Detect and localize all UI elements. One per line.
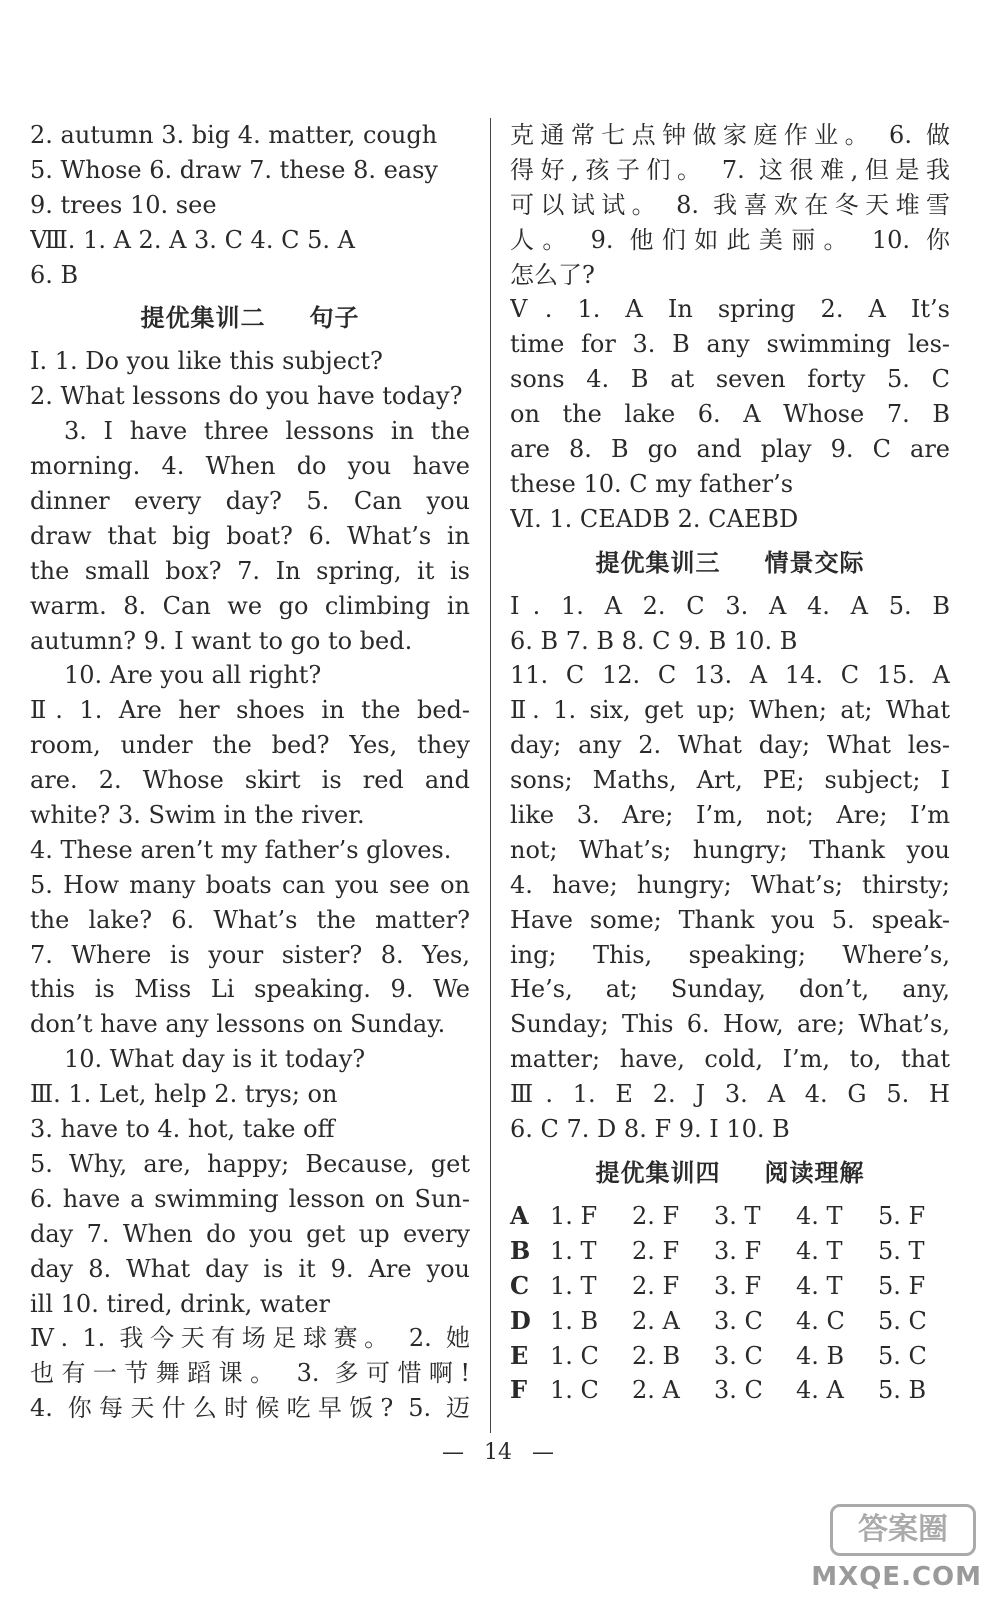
text-line: Ⅰ. 1. Do you like this subject? bbox=[30, 347, 383, 376]
answer: 3. T bbox=[714, 1201, 761, 1230]
answer-row bbox=[510, 1269, 950, 1304]
text-line: dinner every day? 5. Can you bbox=[30, 487, 470, 516]
passage-label: C bbox=[510, 1270, 530, 1300]
text-line: Ⅰ. 1. A 2. C 3. A 4. A 5. B bbox=[510, 591, 950, 620]
text-line: 也有一节舞蹈课。 3. 多可惜啊! bbox=[30, 1359, 470, 1388]
text-line: 11. C 12. C 13. A 14. C 15. A bbox=[510, 661, 950, 690]
text-line: Have some; Thank you 5. speak- bbox=[510, 905, 950, 934]
answer: 1. F bbox=[550, 1201, 598, 1230]
text-line: 2. What lessons do you have today? bbox=[30, 382, 463, 411]
text-line: 6. B bbox=[30, 260, 79, 289]
text-line: day; any 2. What day; What les- bbox=[510, 731, 950, 760]
text-line: 10. Are you all right? bbox=[64, 661, 322, 690]
answer: 3. C bbox=[714, 1376, 763, 1405]
footer-dash: — bbox=[442, 1440, 464, 1465]
answer: 4. T bbox=[796, 1271, 843, 1300]
watermark-text: MXQE.COM bbox=[811, 1562, 982, 1592]
text-line: Ⅷ. 1. A 2. A 3. C 4. C 5. A bbox=[30, 225, 355, 254]
text-line: like 3. Are; I’m, not; Are; I’m bbox=[510, 801, 950, 830]
text-line: 5. Whose 6. draw 7. these 8. easy bbox=[30, 155, 438, 184]
text-line: draw that big boat? 6. What’s in bbox=[30, 521, 470, 550]
answer: 4. B bbox=[796, 1341, 845, 1370]
answer: 1. B bbox=[550, 1306, 599, 1335]
text-line: Ⅳ. 1. 我今天有场足球赛。 2. 她 bbox=[30, 1324, 470, 1353]
text-line: 3. have to 4. hot, take off bbox=[30, 1115, 335, 1144]
answer: 5. T bbox=[878, 1236, 925, 1265]
right-block-2 bbox=[510, 589, 950, 1147]
text-line: 6. C 7. D 8. F 9. I 10. B bbox=[510, 1115, 790, 1144]
text-line: 6. B 7. B 8. C 9. B 10. B bbox=[510, 626, 798, 655]
page-number: 14 bbox=[484, 1440, 512, 1465]
answer: 4. C bbox=[796, 1306, 845, 1335]
text-line: warm. 8. Can we go climbing in bbox=[30, 591, 470, 620]
section-subtitle: 句子 bbox=[309, 304, 360, 333]
text-line: are. 2. Whose skirt is red and bbox=[30, 766, 470, 795]
answer: 2. F bbox=[632, 1201, 680, 1230]
text-line: sons; Maths, Art, PE; subject; I bbox=[510, 766, 950, 795]
text-line: Ⅱ. 1. six, get up; When; at; What bbox=[510, 696, 950, 725]
answer: 4. A bbox=[796, 1376, 844, 1405]
section-subtitle: 阅读理解 bbox=[764, 1158, 865, 1187]
text-line: Ⅴ. 1. A In spring 2. A It’s bbox=[510, 295, 950, 324]
answer: 3. F bbox=[714, 1271, 762, 1300]
answer: 1. C bbox=[550, 1341, 599, 1370]
text-line: matter; have, cold, I’m, to, that bbox=[510, 1045, 950, 1074]
answer-row bbox=[510, 1234, 950, 1269]
text-line: on the lake 6. A Whose 7. B bbox=[510, 400, 950, 429]
text-line: 2. autumn 3. big 4. matter, cough bbox=[30, 121, 438, 149]
passage-label: D bbox=[510, 1305, 531, 1335]
answer: 2. F bbox=[632, 1236, 680, 1265]
answer: 4. T bbox=[796, 1236, 843, 1265]
text-line: 5. How many boats can you see on bbox=[30, 870, 470, 899]
answer: 2. A bbox=[632, 1376, 680, 1405]
section-title: 提优集训四 bbox=[595, 1158, 721, 1187]
text-line: ing; This, speaking; Where’s, bbox=[510, 940, 950, 969]
section-heading-4 bbox=[510, 1147, 950, 1199]
left-column bbox=[30, 118, 470, 1426]
answer: 1. T bbox=[550, 1271, 597, 1300]
text-line: 3. I have three lessons in the bbox=[64, 417, 470, 446]
text-line: are 8. B go and play 9. C are bbox=[510, 435, 950, 464]
left-block-1 bbox=[30, 118, 470, 292]
text-line: 10. What day is it today? bbox=[64, 1045, 366, 1074]
text-line: not; What’s; hungry; Thank you bbox=[510, 835, 950, 864]
answer: 3. F bbox=[714, 1236, 762, 1265]
right-column bbox=[510, 118, 950, 1408]
passage-label: B bbox=[510, 1235, 531, 1265]
answer: 2. B bbox=[632, 1341, 681, 1370]
text-line: 4. 你每天什么时候吃早饭? 5. 迈 bbox=[30, 1394, 470, 1423]
text-line: He’s, at; Sunday, don’t, any, bbox=[510, 975, 950, 1004]
text-line: sons 4. B at seven forty 5. C bbox=[510, 365, 950, 394]
left-block-2 bbox=[30, 344, 470, 1426]
text-line: ill 10. tired, drink, water bbox=[30, 1289, 331, 1318]
answer: 5. C bbox=[878, 1341, 927, 1370]
text-line: Ⅵ. 1. CEADB 2. CAEBD bbox=[510, 504, 799, 533]
answer: 2. A bbox=[632, 1306, 680, 1335]
footer-dash: — bbox=[532, 1440, 554, 1465]
text-line: 7. Where is your sister? 8. Yes, bbox=[30, 940, 470, 969]
answer: 1. T bbox=[550, 1236, 597, 1265]
text-line: 怎么了? bbox=[510, 260, 595, 289]
text-line: Ⅲ. 1. Let, help 2. trys; on bbox=[30, 1080, 338, 1109]
text-line: morning. 4. When do you have bbox=[30, 452, 470, 481]
text-line: 人。 9. 他们如此美丽。 10. 你 bbox=[510, 225, 950, 254]
text-line: 克通常七点钟做家庭作业。 6. 做 bbox=[510, 121, 950, 149]
text-line: the small box? 7. In spring, it is bbox=[30, 556, 470, 585]
answer: 4. T bbox=[796, 1201, 843, 1230]
answer-row bbox=[510, 1304, 950, 1339]
text-line: room, under the bed? Yes, they bbox=[30, 731, 470, 760]
answer: 2. F bbox=[632, 1271, 680, 1300]
text-line: the lake? 6. What’s the matter? bbox=[30, 905, 470, 934]
text-line: 可以试试。 8. 我喜欢在冬天堆雪 bbox=[510, 190, 950, 219]
text-line: 得好,孩子们。 7. 这很难,但是我 bbox=[510, 155, 950, 184]
text-line: 9. trees 10. see bbox=[30, 190, 217, 219]
text-line: 5. Why, are, happy; Because, get bbox=[30, 1149, 470, 1178]
text-line: these 10. C my father’s bbox=[510, 469, 794, 498]
answer: 5. C bbox=[878, 1306, 927, 1335]
section-heading-2 bbox=[30, 292, 470, 344]
section-title: 提优集训三 bbox=[595, 548, 721, 577]
answer: 5. B bbox=[878, 1376, 927, 1405]
text-line: time for 3. B any swimming les- bbox=[510, 330, 950, 359]
page-footer bbox=[0, 1440, 996, 1465]
right-block-1 bbox=[510, 118, 950, 537]
passage-label: F bbox=[510, 1375, 528, 1405]
passage-label: E bbox=[510, 1340, 529, 1370]
answer-row bbox=[510, 1373, 950, 1408]
text-line: 4. These aren’t my father’s gloves. bbox=[30, 835, 452, 864]
text-line: autumn? 9. I want to go to bed. bbox=[30, 626, 413, 655]
section-subtitle: 情景交际 bbox=[764, 548, 865, 577]
text-line: white? 3. Swim in the river. bbox=[30, 801, 365, 830]
text-line: don’t have any lessons on Sunday. bbox=[30, 1010, 446, 1039]
answer: 5. F bbox=[878, 1271, 926, 1300]
watermark-logo: 答案圈 bbox=[830, 1504, 976, 1556]
answer-row bbox=[510, 1339, 950, 1374]
column-divider bbox=[490, 118, 491, 1433]
answer: 3. C bbox=[714, 1341, 763, 1370]
section-heading-3 bbox=[510, 537, 950, 589]
text-line: day 7. When do you get up every bbox=[30, 1219, 470, 1248]
text-line: 4. have; hungry; What’s; thirsty; bbox=[510, 870, 950, 899]
text-line: 6. have a swimming lesson on Sun- bbox=[30, 1184, 470, 1213]
text-line: this is Miss Li speaking. 9. We bbox=[30, 975, 470, 1004]
text-line: Sunday; This 6. How, are; What’s, bbox=[510, 1010, 950, 1039]
answer-row bbox=[510, 1199, 950, 1234]
section-title: 提优集训二 bbox=[140, 304, 266, 333]
passage-label: A bbox=[510, 1200, 529, 1230]
text-line: day 8. What day is it 9. Are you bbox=[30, 1254, 470, 1283]
text-line: Ⅲ. 1. E 2. J 3. A 4. G 5. H bbox=[510, 1080, 950, 1109]
reading-answers bbox=[510, 1199, 950, 1408]
text-line: Ⅱ. 1. Are her shoes in the bed- bbox=[30, 696, 470, 725]
answer: 5. F bbox=[878, 1201, 926, 1230]
answer: 3. C bbox=[714, 1306, 763, 1335]
answer: 1. C bbox=[550, 1376, 599, 1405]
